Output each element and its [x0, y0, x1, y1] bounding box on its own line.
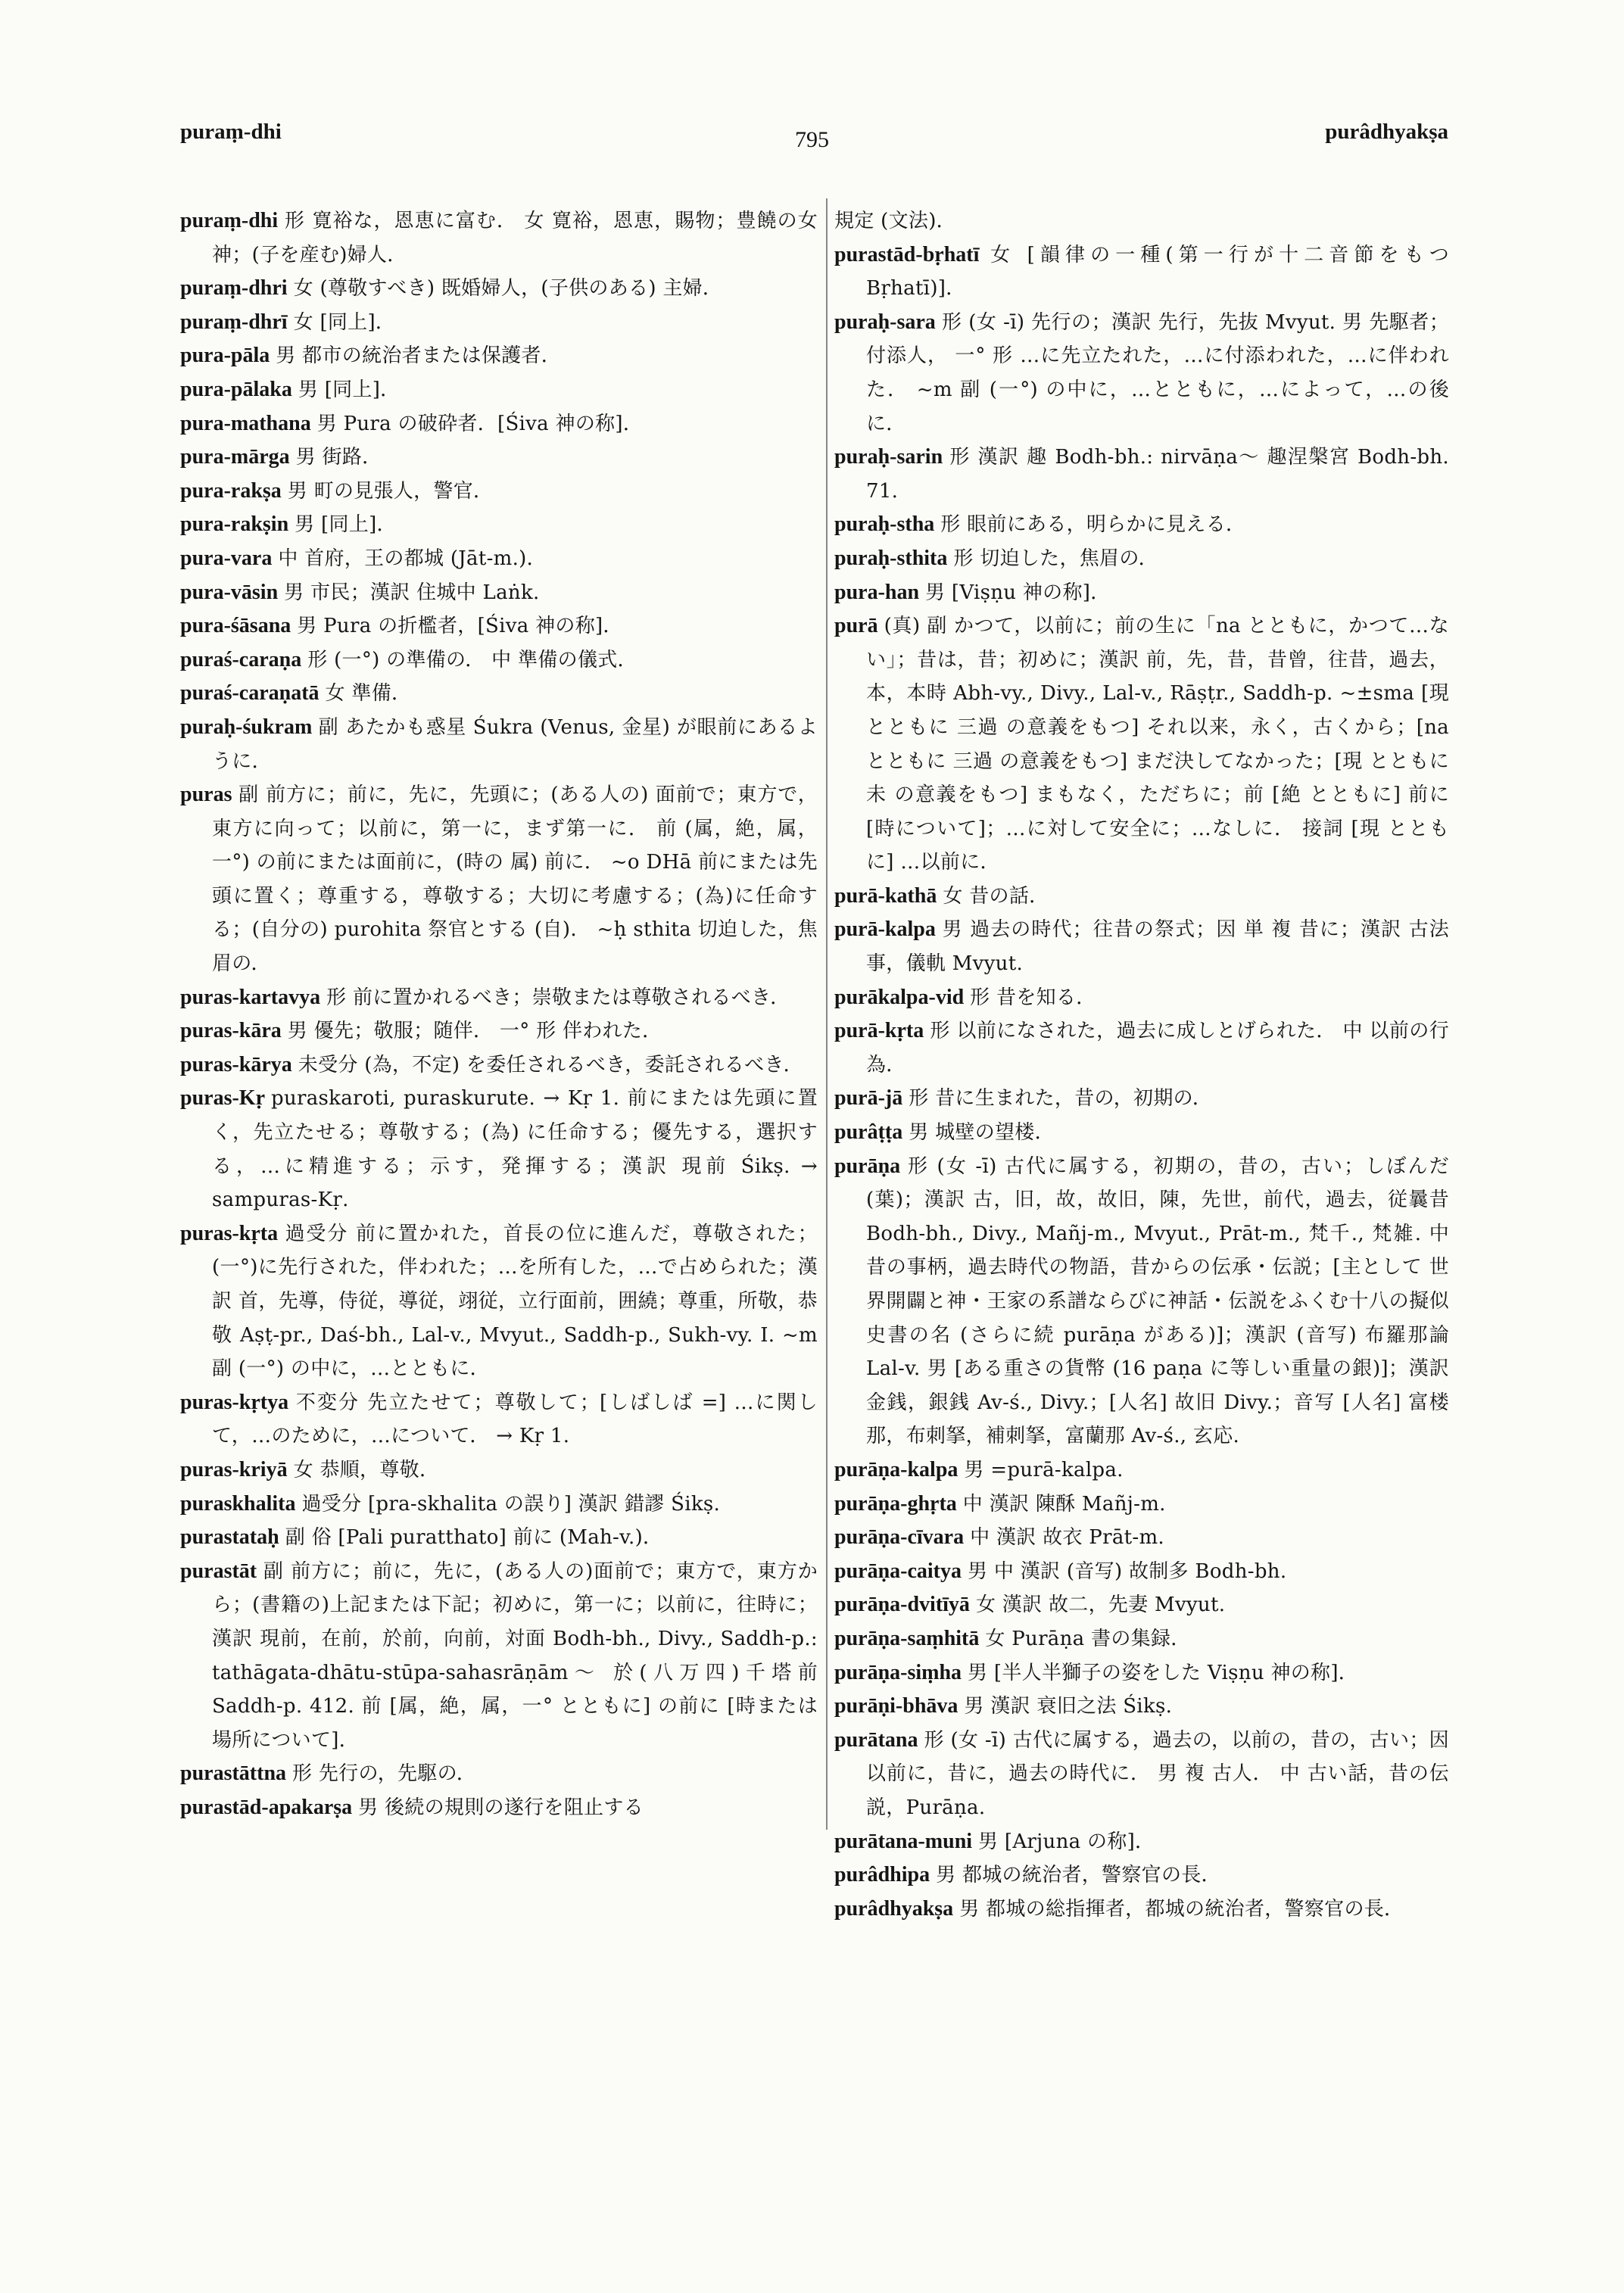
dictionary-entry: [180, 981, 818, 1015]
dictionary-entry: [180, 1014, 818, 1048]
entry-headword: purâdhyakṣa: [834, 1896, 954, 1921]
dictionary-entry: [180, 373, 818, 407]
entry-headword: purāṇa-ghṛta: [834, 1491, 957, 1516]
right-column: [834, 204, 1449, 1926]
dictionary-entry: [180, 272, 818, 306]
dictionary-entry: [180, 778, 818, 981]
entry-headword: puras-kriyā: [180, 1457, 288, 1481]
entry-headword: purāṇa-dvitīyā: [834, 1593, 970, 1617]
dictionary-entry: [834, 1724, 1449, 1825]
dictionary-entry: [180, 677, 818, 711]
dictionary-entry: [180, 542, 818, 576]
entry-headword: purātana: [834, 1728, 918, 1752]
page-number: 795: [795, 127, 829, 152]
entry-definition: 副 前方に；前に，先に，(ある人の)面前で；東方で，東方から；(書籍の)上記または下記；初めに，第一に；以前に，往時に；漢訳 現前，在前，於前，向前，対面 Bodh-bh., Divy., Saddh-p.: tathāgata-dhātu-stūpa-sahasrāṇām～ 於(八万四)千塔前 Saddh-p. 412. 前 [属，絶，属，一° とともに] の前に [時または場所について]．: [212, 1559, 818, 1752]
dictionary-entry: [834, 1858, 1449, 1893]
dictionary-entry: [834, 1453, 1449, 1488]
dictionary-entry: [180, 609, 818, 643]
dictionary-entry: [834, 1893, 1449, 1927]
dictionary-entry: [180, 204, 818, 272]
entry-definition: 中 漢訳 故衣 Prāt-m.: [970, 1526, 1164, 1550]
entry-definition: 男 市民；漢訳 住城中 Laṅk.: [284, 581, 540, 604]
dictionary-entry: [834, 238, 1449, 306]
entry-definition: 女 [同上]．: [293, 310, 396, 334]
dictionary-entry: [180, 475, 818, 509]
entry-headword: purāṇa-kalpa: [834, 1457, 959, 1481]
dictionary-entry: [180, 306, 818, 340]
entry-headword: purāṇa-saṃhitā: [834, 1626, 980, 1650]
entry-definition: 女 恭順，尊敬．: [293, 1458, 440, 1481]
entry-definition: 男 漢訳 衰旧之法 Śikṣ.: [964, 1695, 1173, 1718]
left-column: [180, 204, 818, 1825]
entry-headword: purākalpa-vid: [834, 985, 965, 1009]
column-divider: [826, 198, 828, 1830]
entry-headword: puras: [180, 783, 232, 807]
dictionary-entry: [834, 1656, 1449, 1690]
entry-definition: 男 [半人半獅子の姿をした Viṣṇu 神の称]．: [968, 1661, 1359, 1684]
dictionary-entry: [180, 1453, 818, 1488]
entry-definition: 副 あたかも惑星 Śukra (Venus, 金星) が眼前にあるように．: [212, 715, 818, 773]
dictionary-entry: [834, 1825, 1449, 1859]
entry-headword: puraḥ-sara: [834, 310, 936, 334]
entry-definition: 男 中 漢訳 (音写) 故制多 Bodh-bh.: [968, 1559, 1287, 1583]
entry-headword: pura-han: [834, 580, 920, 604]
entry-headword: pura-mathana: [180, 411, 311, 435]
entry-definition: 形 先行の，先駆の．: [292, 1762, 477, 1786]
dictionary-entry: [834, 508, 1449, 542]
dictionary-entry: [180, 1082, 818, 1217]
entry-definition: 男 [同上]．: [298, 378, 401, 401]
entry-headword: pura-rakṣa: [180, 478, 282, 503]
dictionary-entry: [834, 913, 1449, 980]
entry-definition: 男 都市の統治者または保護者．: [276, 344, 562, 368]
dictionary-entry: [180, 441, 818, 475]
entry-definition: 過受分 [pra-skhalita の誤り] 漢訳 錯謬 Śikṣ.: [301, 1492, 721, 1516]
entry-definition: 女 昔の話．: [943, 884, 1049, 908]
dictionary-entry: [834, 204, 1449, 238]
dictionary-entry: [834, 441, 1449, 508]
entry-headword: purastataḥ: [180, 1525, 279, 1550]
entry-definition: 男 町の見張人，警官．: [287, 479, 494, 503]
dictionary-entry: [834, 1082, 1449, 1116]
dictionary-entry: [834, 1150, 1449, 1453]
entry-headword: puraś-caraṇatā: [180, 681, 320, 706]
dictionary-entry: [834, 609, 1449, 880]
entry-headword: pura-vāsin: [180, 580, 279, 604]
entry-headword: purā-jā: [834, 1086, 903, 1111]
entry-definition: 副 前方に；前に，先に，先頭に；(ある人の) 面前で；東方で，東方に向って；以前に，第一に，まず第一に． 前 (属，絶，属，一°) の前にまたは面前に，(時の 属) 前に． ~o DHā 前にまたは先頭に置く；尊重する，尊敬する；大切に考慮する；(為)に任命する；(自分の) purohita 祭官とする (自)． ~ḥ sthita 切迫した，焦眉の．: [212, 784, 818, 976]
entry-definition: 女 [韻律の一種(第一行が十二音節をもつ Bṛhatī)]．: [866, 243, 1449, 301]
entry-headword: purastāttna: [180, 1762, 287, 1786]
dictionary-entry: [834, 1014, 1449, 1082]
entry-headword: pura-vara: [180, 546, 273, 570]
entry-headword: puraḥ-stha: [834, 512, 935, 537]
entry-headword: puraṃ-dhi: [180, 209, 279, 232]
entry-definition: 男 [Arjuna の称]．: [978, 1830, 1155, 1853]
entry-definition: 男 優先；敬服；随伴． 一° 形 伴われた．: [287, 1020, 662, 1043]
entry-definition: 形 (一°) の準備の． 中 準備の儀式．: [307, 648, 637, 671]
entry-headword: puraṃ-dhri: [180, 276, 288, 301]
dictionary-entry: [180, 1791, 818, 1825]
entry-headword: puras-kṛtya: [180, 1390, 289, 1414]
entry-headword: puras-Kṛ: [180, 1086, 265, 1111]
entry-headword: puras-kārya: [180, 1052, 292, 1076]
entry-headword: pura-śāsana: [180, 614, 291, 638]
entry-definition: puraskaroti, puraskurute. → Kṛ 1. 前にまたは先頭に置く，先立たせる；尊敬する；(為) に任命する；優先する，選択する，…に精進する；示す，発揮する；漢訳 現前 Śikṣ. → sampuras-Kṛ.: [212, 1087, 818, 1212]
entry-definition: 形 (女 -ī) 古代に属する，過去の，以前の，昔の，古い；因 以前に，昔に，過去の時代に． 男 複 古人． 中 古い話，昔の伝説，Purāṇa.: [866, 1728, 1449, 1819]
entry-headword: purā: [834, 614, 878, 638]
entry-definition: 男 Pura の折檻者，[Śiva 神の称]．: [297, 615, 623, 638]
entry-headword: purā-kathā: [834, 883, 937, 908]
entry-headword: puraḥ-śukram: [180, 715, 313, 739]
dictionary-entry: [180, 1386, 818, 1453]
entry-definition: 形 昔を知る．: [970, 986, 1096, 1009]
entry-definition: 形 寛裕な，恩恵に富む． 女 寛裕，恩恵，賜物；豊饒の女神；(子を産む)婦人．: [212, 210, 818, 266]
entry-definition: 女 漢訳 故二，先妻 Mvyut.: [975, 1594, 1226, 1617]
entry-headword: purâṭṭa: [834, 1120, 903, 1145]
entry-definition: 規定 (文法)．: [834, 210, 956, 232]
dictionary-entry: [180, 711, 818, 778]
entry-headword: pura-mārga: [180, 445, 290, 469]
dictionary-entry: [834, 306, 1449, 441]
dictionary-entry: [180, 1048, 818, 1083]
dictionary-entry: [834, 1488, 1449, 1522]
entry-definition: 男 =purā-kalpa.: [964, 1458, 1124, 1481]
dictionary-entry: [180, 643, 818, 678]
entry-headword: puras-kṛta: [180, 1221, 279, 1245]
dictionary-entry: [180, 508, 818, 542]
entry-headword: purastāt: [180, 1559, 257, 1583]
dictionary-entry: [180, 407, 818, 441]
entry-headword: puraḥ-sarin: [834, 445, 943, 469]
entry-headword: puraskhalita: [180, 1491, 296, 1516]
entry-definition: 男 都城の総指揮者，都城の統治者，警察官の長．: [959, 1897, 1404, 1921]
entry-headword: purātana-muni: [834, 1829, 973, 1853]
entry-definition: 男 [Viṣṇu 神の称]．: [925, 581, 1111, 604]
entry-headword: pura-pāla: [180, 344, 270, 368]
running-head-left: puraṃ-dhi: [180, 120, 282, 144]
dictionary-entry: [834, 981, 1449, 1015]
entry-headword: puras-kartavya: [180, 985, 321, 1009]
dictionary-entry: [834, 880, 1449, 914]
dictionary-entry: [834, 1116, 1449, 1150]
entry-definition: 男 [同上]．: [295, 513, 397, 537]
entry-headword: purāṇa-caitya: [834, 1559, 962, 1583]
dictionary-entry: [834, 1690, 1449, 1724]
entry-definition: 形 切迫した，焦眉の．: [953, 547, 1158, 570]
entry-definition: 男 後続の規則の遂行を阻止する: [358, 1796, 644, 1819]
entry-definition: 中 漢訳 陳酥 Mañj-m.: [962, 1492, 1166, 1516]
entry-headword: purāṇi-bhāva: [834, 1694, 959, 1718]
dictionary-entry: [180, 1521, 818, 1555]
entry-headword: puraḥ-sthita: [834, 546, 948, 570]
dictionary-entry: [834, 576, 1449, 610]
running-head-right: purâdhyakṣa: [1325, 120, 1448, 144]
dictionary-entry: [180, 1757, 818, 1791]
dictionary-entry: [834, 1622, 1449, 1656]
entry-headword: purastād-apakarṣa: [180, 1795, 353, 1819]
entry-definition: 男 過去の時代；往昔の祭式；因 単 複 昔に；漢訳 古法事，儀軌 Mvyut.: [866, 918, 1449, 976]
entry-definition: 形 漢訳 趣 Bodh-bh.: nirvāṇa～ 趣涅槃宮 Bodh-bh. 71.: [866, 446, 1449, 503]
dictionary-entry: [180, 576, 818, 610]
entry-definition: 男 街路．: [295, 446, 382, 469]
entry-definition: 女 (尊敬すべき) 既婚婦人，(子供のある) 主婦．: [293, 277, 723, 301]
entry-definition: 形 昔に生まれた，昔の，初期の．: [909, 1087, 1213, 1111]
entry-definition: 形 前に置かれるべき；崇敬または尊敬されるべき．: [326, 986, 790, 1009]
dictionary-entry: [834, 1521, 1449, 1555]
entry-headword: purā-kṛta: [834, 1019, 924, 1043]
entry-definition: 副 俗 [Pali puratthato] 前に (Mah-v.)．: [285, 1526, 663, 1550]
entry-headword: purāṇa: [834, 1154, 901, 1178]
entry-headword: puraś-caraṇa: [180, 647, 302, 671]
entry-headword: purāṇa-siṃha: [834, 1660, 962, 1684]
dictionary-entry: [180, 1488, 818, 1522]
entry-definition: 男 都城の統治者，警察官の長．: [936, 1864, 1221, 1887]
dictionary-entry: [180, 1217, 818, 1386]
entry-definition: 過受分 前に置かれた，首長の位に進んだ，尊敬された；(一°)に先行された，伴われた；…を所有した，…で占められた；漢訳 首，先導，侍従，導従，翊従，立行面前，囲繞；尊重，所敬，恭敬 Aṣṭ-pr., Daś-bh., Lal-v., Mvyut., Saddh-p., Sukh-vy. I. ~m 副 (一°) の中に，…とともに．: [212, 1222, 818, 1381]
dictionary-entry: [834, 542, 1449, 576]
entry-headword: puraṃ-dhrī: [180, 310, 288, 334]
entry-headword: pura-pālaka: [180, 377, 292, 401]
entry-definition: (真) 副 かつて，以前に；前の生に「na とともに，かつて…ない」；昔は，昔；初めに；漢訳 前，先，昔，昔曾，往昔，過去，本，本時 Abh-vy., Divy., Lal-v., Rāṣṭr., Saddh-p. ~±sma [現 とともに 三過 の意義をもつ] それ以来，永く，古くから；[na とともに 三過 の意義をもつ] まだ決してなかった；[現 とともに 未 の意義をもつ] まもなく，ただちに；前 [絶 とともに] 前に [時について]；…に対して安全に；…なしに． 接詞 [現 とともに] …以前に．: [866, 615, 1449, 874]
entry-definition: 形 (女 -ī) 古代に属する，初期の，昔の，古い；しぼんだ(葉)；漢訳 古，旧，故，故旧，陳，先世，前代，過去，従曩昔 Bodh-bh., Divy., Mañj-m., Mvyut., Prāt-m., 梵千., 梵雑. 中 昔の事柄，過去時代の物語，昔からの伝承・伝説；[主として 世界開闢と神・王家の系譜ならびに神話・伝説をふくむ十八の擬似史書の名 (さらに続 purāṇa がある)]；漢訳 (音写) 布羅那論 Lal-v. 男 [ある重さの貨幣 (16 paṇa に等しい重量の銀)]；漢訳 金銭，銀銭 Av-ś., Divy.；[人名] 故旧 Divy.；音写 [人名] 富楼那，布刺拏，補刺拏，富蘭那 Av-ś., 玄応.: [866, 1154, 1449, 1448]
entry-definition: 男 Pura の破砕者．[Śiva 神の称]．: [316, 412, 644, 435]
entry-definition: 形 眼前にある，明らかに見える．: [940, 513, 1246, 537]
dictionary-entry: [180, 1555, 818, 1758]
dictionary-entry: [834, 1588, 1449, 1622]
entry-definition: 未受分 (為，不定) を委任されるべき，委託されるべき．: [298, 1053, 803, 1076]
entry-definition: 女 Purāṇa 書の集録．: [985, 1627, 1191, 1650]
entry-definition: 中 首府，王の都城 (Jāt-m.)．: [278, 547, 547, 570]
dictionary-entry: [834, 1555, 1449, 1589]
entry-headword: purastād-bṛhatī: [834, 242, 980, 266]
entry-headword: puras-kāra: [180, 1019, 282, 1043]
dictionary-entry: [180, 339, 818, 373]
entry-definition: 形 以前になされた，過去に成しとげられた． 中 以前の行為．: [866, 1020, 1449, 1076]
entry-definition: 不変分 先立たせて；尊敬して；[しばしば =] …に関して，…のために，…について． → Kṛ 1.: [212, 1391, 818, 1448]
entry-definition: 女 準備．: [325, 682, 412, 706]
entry-headword: purā-kalpa: [834, 918, 936, 942]
entry-headword: purāṇa-cīvara: [834, 1525, 965, 1550]
entry-definition: 形 (女 -ī) 先行の；漢訳 先行，先抜 Mvyut. 男 先駆者；付添人， 一° 形 …に先立たれた，…に付添われた，…に伴われた． ~m 副 (一°) の中に，…とともに，…によって，…の後に．: [866, 310, 1449, 435]
entry-definition: 男 城壁の望楼．: [909, 1121, 1055, 1145]
entry-headword: purâdhipa: [834, 1863, 930, 1887]
entry-headword: pura-rakṣin: [180, 512, 289, 537]
